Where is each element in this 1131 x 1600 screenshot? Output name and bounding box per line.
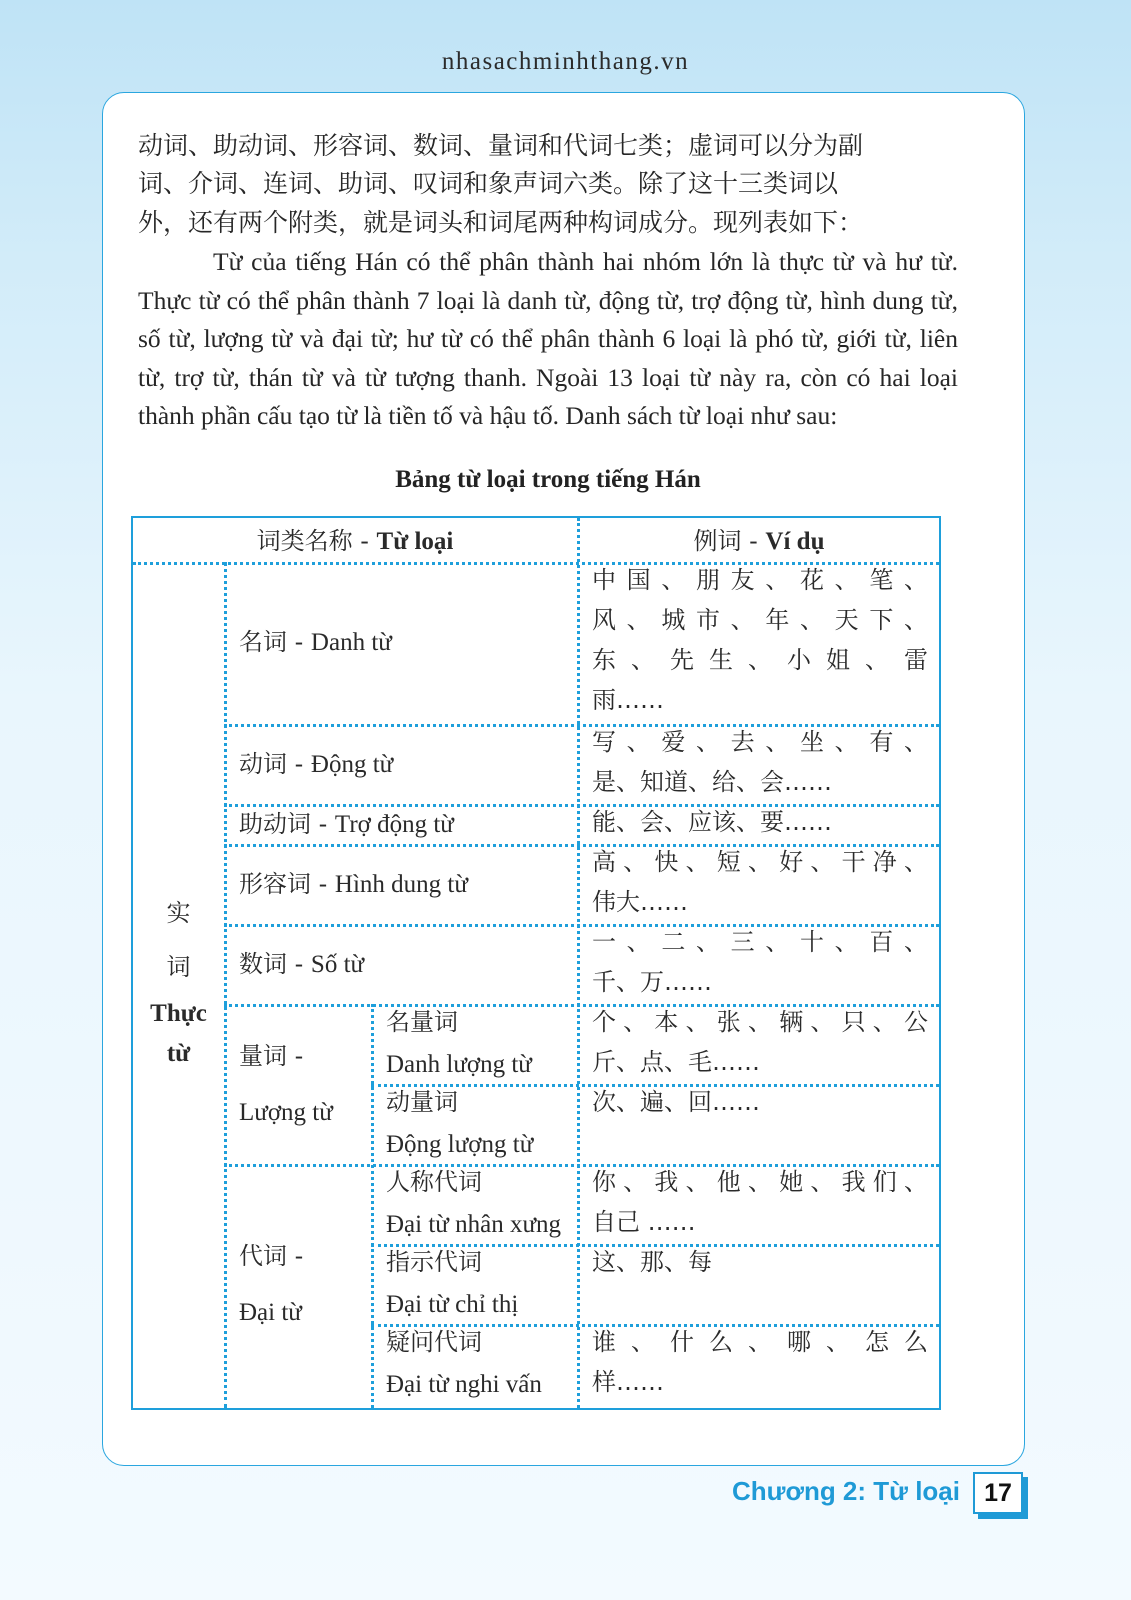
intro-vi-text: Từ của tiếng Hán có thể phân thành hai nhóm lớn là thực từ và hư từ. Thực từ có thể phân thành 7 loại là danh từ, động từ, trợ động từ, hình dung từ, số từ, lượng từ và đại từ; hư từ có thể phân thành 6 loại là phó từ, giới từ, liên từ, trợ từ, thán từ và từ tượng thanh. Ngoài 13 loại từ này ra, còn có hai loại thành phần cấu tạo từ là tiền tố và hậu tố. Danh sách từ loại như sau: bbox=[138, 247, 958, 431]
intro-vi-paragraph bbox=[138, 243, 958, 436]
row-numeral-label: 数词 - Số từ bbox=[239, 950, 365, 978]
chapter-label: Chương 2: Từ loại bbox=[731, 1476, 960, 1506]
header-examples: 例词 - Ví dụ bbox=[693, 527, 825, 555]
row-interrogative-pronoun-zh: 疑问代词 bbox=[386, 1328, 482, 1356]
row-demonstrative-pronoun-zh: 指示代词 bbox=[386, 1248, 482, 1276]
intro-zh-line-1: 动词、助动词、形容词、数词、量词和代词七类；虚词可以分为副 bbox=[138, 131, 864, 160]
row-interrogative-pronoun-vi: Đại từ nghi vấn bbox=[386, 1371, 542, 1398]
intro-zh-line-2: 词、介词、连词、助词、叹词和象声词六类。除了这十三类词以 bbox=[138, 169, 839, 198]
row-measure-label-vi: Lượng từ bbox=[239, 1099, 333, 1126]
row-noun-label: 名词 - Danh từ bbox=[239, 628, 392, 656]
row-interrogative-pronoun-example-1: 谁、什么、哪、怎么 bbox=[592, 1328, 928, 1356]
row-pronoun-label-zh: 代词 - bbox=[239, 1242, 304, 1270]
row-verbal-measure-example-1: 次、遍、回…… bbox=[592, 1088, 760, 1116]
row-numeral-example-1: 一、二、三、十、百、 bbox=[592, 928, 928, 956]
row-personal-pronoun-zh: 人称代词 bbox=[386, 1168, 482, 1196]
header-word-class: 词类名称 - Từ loại bbox=[256, 527, 454, 555]
row-personal-pronoun-example-1: 你、我、他、她、我们、 bbox=[592, 1168, 928, 1196]
row-pronoun-label-vi: Đại từ bbox=[239, 1299, 302, 1326]
row-nominal-measure-vi: Danh lượng từ bbox=[386, 1051, 532, 1078]
row-nominal-measure-example-2: 斤、点、毛…… bbox=[592, 1048, 760, 1076]
row-aux-verb-example-1: 能、会、应该、要…… bbox=[592, 808, 832, 836]
row-demonstrative-pronoun-vi: Đại từ chỉ thị bbox=[386, 1291, 519, 1318]
row-noun-example-4: 雨…… bbox=[592, 686, 664, 714]
row-aux-verb-label: 助动词 - Trợ động từ bbox=[239, 810, 454, 838]
row-verbal-measure-vi: Động lượng từ bbox=[386, 1131, 534, 1158]
word-class-table bbox=[131, 516, 941, 1410]
page-number: 17 bbox=[973, 1472, 1023, 1514]
row-noun-example-1: 中国、朋友、花、笔、 bbox=[592, 566, 928, 594]
row-measure-label-zh: 量词 - bbox=[239, 1042, 304, 1070]
row-noun-example-2: 风、城市、年、天下、 bbox=[592, 606, 928, 634]
row-adjective-example-2: 伟大…… bbox=[592, 888, 688, 916]
row-verb-example-1: 写、爱、去、坐、有、 bbox=[592, 728, 928, 756]
row-noun-example-3: 东、先生、小姐、雷 bbox=[592, 646, 928, 674]
intro-zh-line-3: 外，还有两个附类，就是词头和词尾两种构词成分。现列表如下： bbox=[138, 208, 864, 237]
site-url: nhasachminhthang.vn bbox=[441, 48, 690, 75]
row-interrogative-pronoun-example-2: 样…… bbox=[592, 1368, 664, 1396]
row-personal-pronoun-vi: Đại từ nhân xưng bbox=[386, 1211, 561, 1238]
row-verbal-measure-zh: 动量词 bbox=[386, 1088, 458, 1116]
group-content-words: 实 词 Thực từ bbox=[150, 899, 207, 1067]
row-adjective-label: 形容词 - Hình dung từ bbox=[239, 870, 468, 898]
row-personal-pronoun-example-2: 自己 …… bbox=[592, 1208, 696, 1236]
row-adjective-example-1: 高、快、短、好、干净、 bbox=[592, 848, 928, 876]
table-title: Bảng từ loại trong tiếng Hán bbox=[395, 466, 701, 493]
row-nominal-measure-zh: 名量词 bbox=[386, 1008, 458, 1036]
row-numeral-example-2: 千、万…… bbox=[592, 968, 712, 996]
row-demonstrative-pronoun-example-1: 这、那、每 bbox=[592, 1248, 712, 1276]
row-verb-label: 动词 - Động từ bbox=[239, 750, 394, 778]
row-verb-example-2: 是、知道、给、会…… bbox=[592, 768, 832, 796]
row-nominal-measure-example-1: 个、本、张、辆、只、公 bbox=[592, 1008, 928, 1036]
